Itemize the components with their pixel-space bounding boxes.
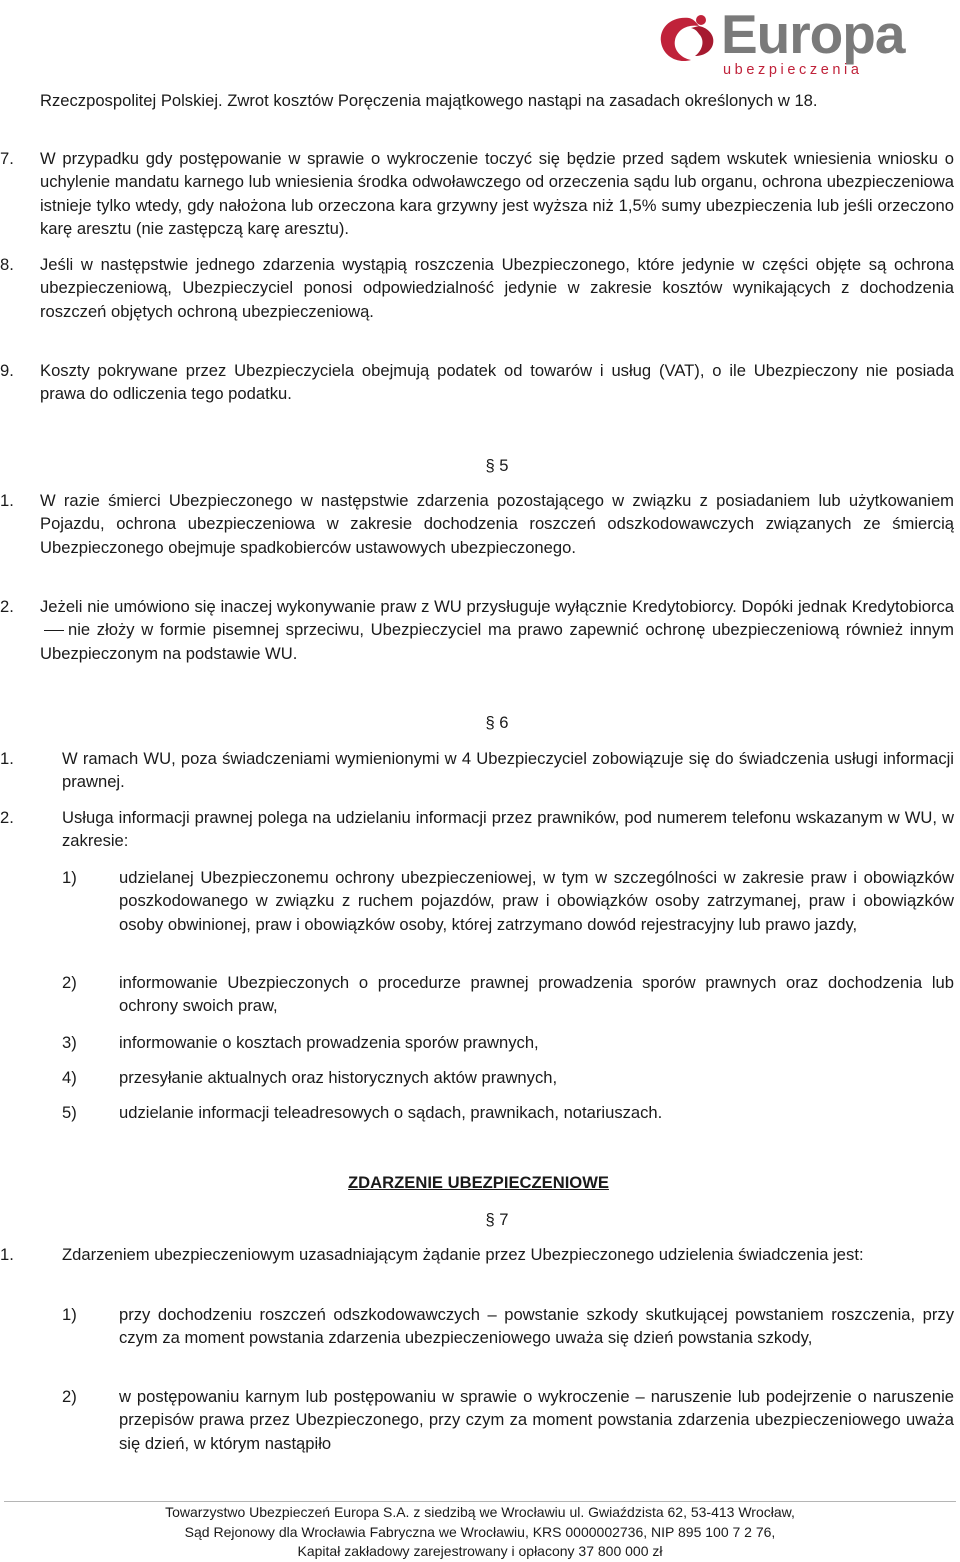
europa-logo (655, 3, 955, 78)
paragraph-text: Usługa informacji prawnej polega na udzielaniu informacji przez prawników, pod numerem telefonu wskazanym w WU, w zakresie: (62, 808, 954, 851)
paragraph-number: 1. (0, 1245, 14, 1264)
paragraph-8 (0, 253, 954, 323)
footer-line-2: Sąd Rejonowy dla Wrocławia Fabryczna we Wrocławiu, KRS 0000002736, NIP 895 100 7 2 76, (184, 1523, 776, 1540)
section-sign-icon: § (485, 456, 495, 475)
section-sign-icon: § (485, 1210, 495, 1229)
section-6-title: § 6 (485, 713, 509, 732)
list-item-number: 3) (62, 1033, 77, 1052)
list-item (62, 1101, 954, 1124)
list-item (62, 1385, 954, 1455)
section-5-paragraph-2 (0, 595, 954, 665)
paragraph-7 (0, 147, 954, 240)
section-5-paragraph-1 (0, 489, 954, 559)
section-heading: ZDARZENIE UBEZPIECZENIOWE (348, 1173, 609, 1192)
logo-wordmark: Europa (721, 3, 905, 65)
paragraph-text: W przypadku gdy postępowanie w sprawie o wykroczenie toczyć się będzie przed sądem wskutek wniesienia wniosku o uchylenie mandatu karnego lub wniesienia środka odwoławczego od orzeczenia sądu lub organu, ochrona ubezpieczeniowa istnieje tylko wtedy, gdy nałożona lub orzeczona kara grzywny jest wyższa niż 1,5% sumy ubezpieczenia lub jeśli orzeczono karę aresztu (nie zastępczą karę aresztu). (40, 149, 954, 238)
section-7-paragraph-1 (0, 1243, 954, 1266)
section-5-title: § 5 (485, 456, 509, 475)
footer-line-1: Towarzystwo Ubezpieczeń Europa S.A. z siedzibą we Wrocławiu ul. Gwiaździsta 62, 53-413 Wrocław, (165, 1504, 795, 1520)
paragraph-text-a: Jeżeli nie umówiono się inaczej wykonywanie praw z WU przysługuje wyłącznie Kredytobiorcy. Dopóki jednak Kredytobiorca (40, 597, 954, 616)
paragraph-9 (0, 359, 954, 406)
paragraph-number: 2. (0, 597, 14, 616)
paragraph-text: Jeśli w następstwie jednego zdarzenia wystąpią roszczenia Ubezpieczonego, które jedynie w części objęte są ochrona ubezpieczeniową, Ubezpieczyciel ponosi odpowiedzialność jedynie w zakresie kosztów wynikających z dochodzenia roszczeń objętych ochroną ubezpieczeniową. (40, 255, 954, 321)
list-item-number: 2) (62, 973, 77, 992)
section-6-paragraph-2 (0, 806, 954, 853)
list-item-number: 1) (62, 1305, 77, 1324)
list-item-text: informowanie o kosztach prowadzenia sporów prawnych, (119, 1033, 539, 1052)
section-7-title: § 7 (485, 1210, 509, 1229)
list-item (62, 971, 954, 1018)
list-item-number: 4) (62, 1068, 77, 1087)
paragraph-number: 1. (0, 491, 14, 510)
section-6-paragraph-1 (0, 747, 954, 794)
section-sign-icon: § (485, 713, 495, 732)
footer-divider (4, 1501, 956, 1502)
list-item-text: informowanie Ubezpieczonych o procedurze prawnej prowadzenia sporów prawnych oraz dochodzenia lub ochrony swoich praw, (119, 973, 954, 1016)
paragraph-number: 1. (0, 749, 14, 768)
list-item-number: 1) (62, 868, 77, 887)
list-item-text: udzielanej Ubezpieczonemu ochrony ubezpieczeniowej, w tym w szczególności w zakresie praw i obowiązków poszkodowanego w związku z ruchem pojazdów, praw i obowiązków osoby zatrzymanej, praw i obowiązków osoby obwinionej, praw i obowiązków osoby, której zatrzymano dowód rejestracyjny lub prawo jazdy, (119, 868, 954, 934)
logo-subtitle: ubezpieczenia (723, 62, 863, 78)
paragraph-text-b: nie złoży w formie pisemnej sprzeciwu, Ubezpieczyciel ma prawo zapewnić ochronę ubezpieczeniową również innym Ubezpieczonym na podstawie WU. (40, 620, 954, 663)
paragraph-text: Zdarzeniem ubezpieczeniowym uzasadniającym żądanie przez Ubezpieczonego udzielenia świadczenia jest: (62, 1245, 864, 1264)
paragraph-text: Koszty pokrywane przez Ubezpieczyciela obejmują podatek od towarów i usług (VAT), o ile Ubezpieczony nie posiada prawa do odliczenia tego podatku. (40, 361, 954, 404)
list-item-text: udzielanie informacji teleadresowych o sądach, prawnikach, notariuszach. (119, 1103, 663, 1122)
list-item-text: przesyłanie aktualnych oraz historycznych aktów prawnych, (119, 1068, 558, 1087)
page-footer (0, 1503, 960, 1562)
list-item-number: 2) (62, 1387, 77, 1406)
paragraph-number: 7. (0, 149, 14, 168)
paragraph-number: 2. (0, 808, 14, 827)
europa-swirl-icon (655, 12, 725, 74)
list-item (62, 1066, 954, 1089)
list-item-text: przy dochodzeniu roszczeń odszkodowawczych – powstanie szkody skutkującej powstaniem roszczenia, przy czym za moment powstania zdarzenia ubezpieczeniowego uważa się dzień powstania szkody, (119, 1305, 954, 1348)
list-item-number: 5) (62, 1103, 77, 1122)
footer-line-3: Kapitał zakładowy zarejestrowany i opłacony 37 800 000 zł (297, 1543, 663, 1559)
paragraph-text: W ramach WU, poza świadczeniami wymienionymi w 4 Ubezpieczyciel zobowiązuje się do świadczenia usługi informacji prawnej. (62, 749, 954, 792)
paragraph-continuation: Rzeczpospolitej Polskiej. Zwrot kosztów Poręczenia majątkowego nastąpi na zasadach określonych w 18. (40, 91, 818, 110)
paragraph-text: W razie śmierci Ubezpieczonego w następstwie zdarzenia pozostającego w związku z posiadaniem lub użytkowaniem Pojazdu, ochrona ubezpieczeniowa w zakresie dochodzenia roszczeń odszkodowawczych związanych ze śmiercią Ubezpieczonego obejmuje spadkobierców ustawowych ubezpieczonego. (40, 491, 954, 557)
paragraph-number: 8. (0, 255, 14, 274)
list-item-text: w postępowaniu karnym lub postępowaniu w sprawie o wykroczenie – naruszenie lub podejrzenie o naruszenie przepisów prawa przez Ubezpieczonego, przy czym za moment powstania zdarzenia ubezpieczeniowego uważa się dzień, w którym nastąpiło (119, 1387, 954, 1453)
list-item (62, 1031, 954, 1054)
paragraph-number: 9. (0, 361, 14, 380)
dash-rule (44, 630, 64, 631)
list-item (62, 1303, 954, 1350)
list-item (62, 866, 954, 936)
